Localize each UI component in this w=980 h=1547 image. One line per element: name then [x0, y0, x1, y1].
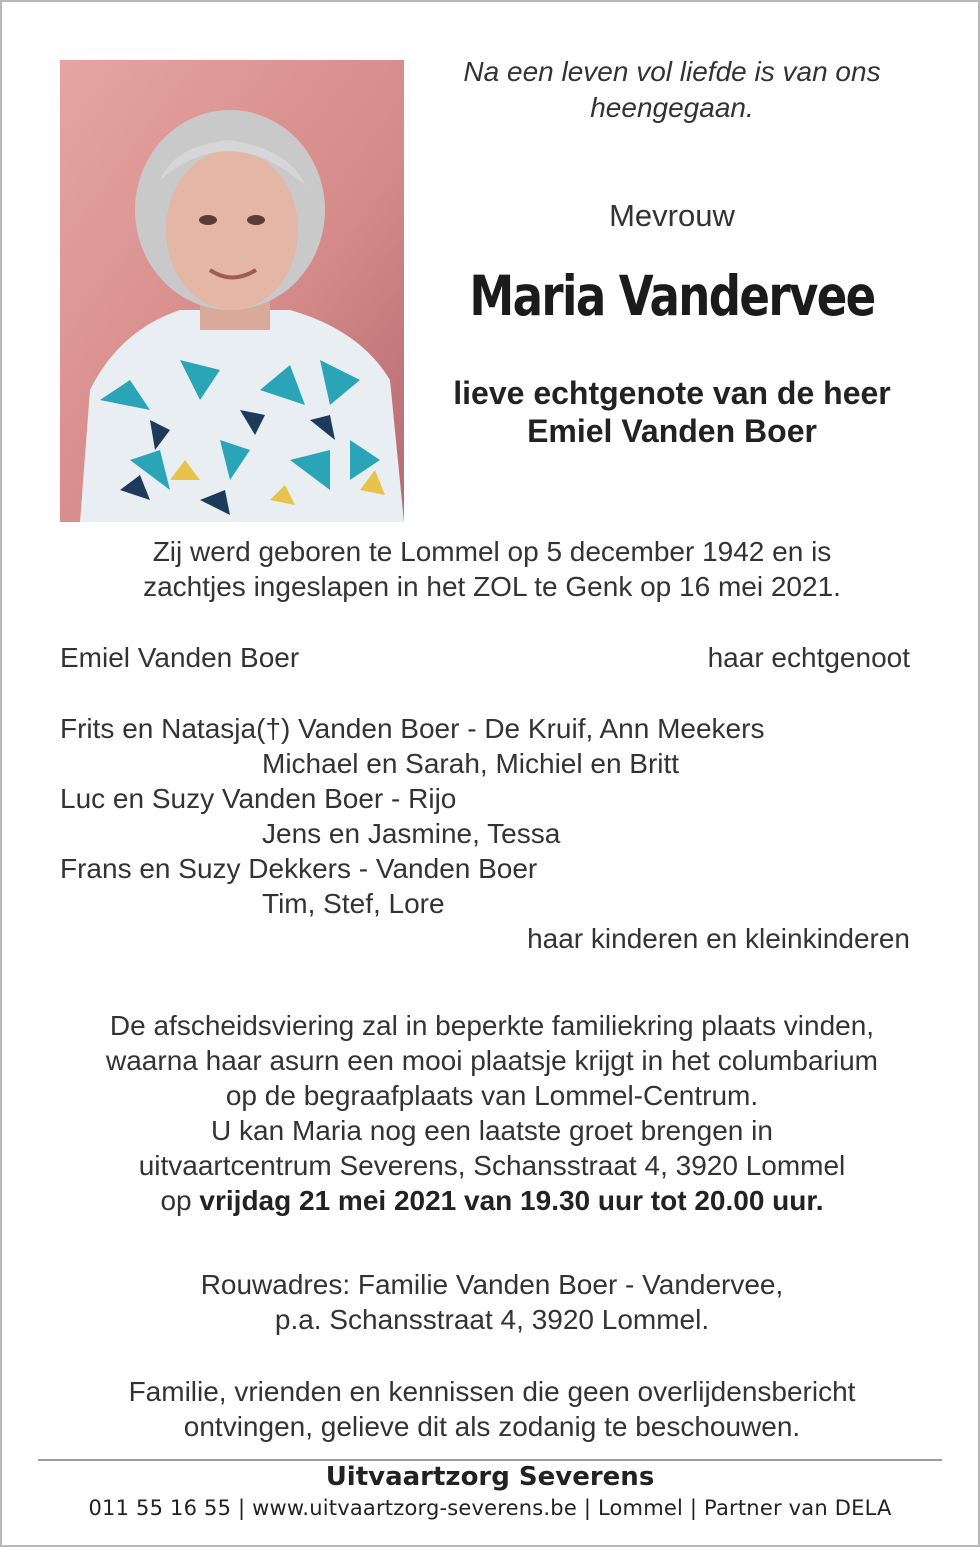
portrait-icon	[60, 60, 404, 522]
intro-line: heengegaan.	[590, 92, 754, 123]
visit-prefix: op	[160, 1185, 200, 1216]
family-line: Michael en Sarah, Michiel en Britt	[262, 748, 680, 779]
deceased-name: Maria Vandervee	[469, 264, 875, 328]
notice-line: Familie, vrienden en kennissen die geen overlijdensbericht	[128, 1376, 856, 1407]
ceremony-line: waarna haar asurn een mooi plaatsje krijgt in het columbarium	[106, 1045, 878, 1076]
visit-date: vrijdag 21 mei 2021 van 19.30 uur tot 20.00 uur.	[199, 1185, 824, 1216]
intro-text	[422, 54, 922, 126]
birth-line: zachtjes ingeslapen in het ZOL te Genk op 16 mei 2021.	[143, 571, 841, 602]
honorific: Mevrouw	[609, 198, 735, 233]
ceremony-line: uitvaartcentrum Severens, Schansstraat 4, 3920 Lommel	[138, 1150, 846, 1181]
family-line: Luc en Suzy Vanden Boer - Rijo	[60, 783, 457, 814]
husband-name: Emiel Vanden Boer	[60, 642, 300, 673]
ceremony-line: op de begraafplaats van Lommel-Centrum.	[225, 1080, 759, 1111]
ceremony-line: U kan Maria nog een laatste groet brengen in	[211, 1115, 773, 1146]
address-line: p.a. Schansstraat 4, 3920 Lommel.	[274, 1304, 710, 1335]
footer-divider	[38, 1459, 942, 1461]
husband-role: haar echtgenoot	[707, 642, 910, 673]
spouse-line-2: Emiel Vanden Boer	[527, 413, 817, 449]
visit-line	[42, 1183, 942, 1218]
footer-contact: 011 55 16 55 | www.uitvaartzorg-severens.be | Lommel | Partner van DELA	[88, 1496, 892, 1520]
birth-text	[42, 534, 942, 604]
ceremony-text	[42, 1008, 942, 1218]
mourning-address	[42, 1267, 942, 1337]
funeral-company: Uitvaartzorg Severens	[325, 1462, 655, 1492]
family-list	[60, 711, 910, 956]
address-line: Rouwadres: Familie Vanden Boer - Vandervee,	[200, 1269, 784, 1300]
family-line: Frans en Suzy Dekkers - Vanden Boer	[60, 853, 538, 884]
notice-text	[42, 1374, 942, 1444]
birth-line: Zij werd geboren te Lommel op 5 december 1942 en is	[152, 536, 832, 567]
spouse-line-1: lieve echtgenote van de heer	[453, 375, 891, 411]
family-line: Jens en Jasmine, Tessa	[262, 818, 561, 849]
family-role: haar kinderen en kleinkinderen	[527, 923, 910, 954]
husband-row	[60, 640, 910, 675]
notice-line: ontvingen, gelieve dit als zodanig te beschouwen.	[183, 1411, 801, 1442]
family-line: Tim, Stef, Lore	[262, 888, 445, 919]
intro-line: Na een leven vol liefde is van ons	[463, 56, 881, 87]
ceremony-line: De afscheidsviering zal in beperkte familiekring plaats vinden,	[109, 1010, 875, 1041]
spouse-line	[422, 374, 922, 450]
portrait-photo	[60, 60, 404, 522]
family-line: Frits en Natasja(†) Vanden Boer - De Kruif, Ann Meekers	[60, 713, 765, 744]
